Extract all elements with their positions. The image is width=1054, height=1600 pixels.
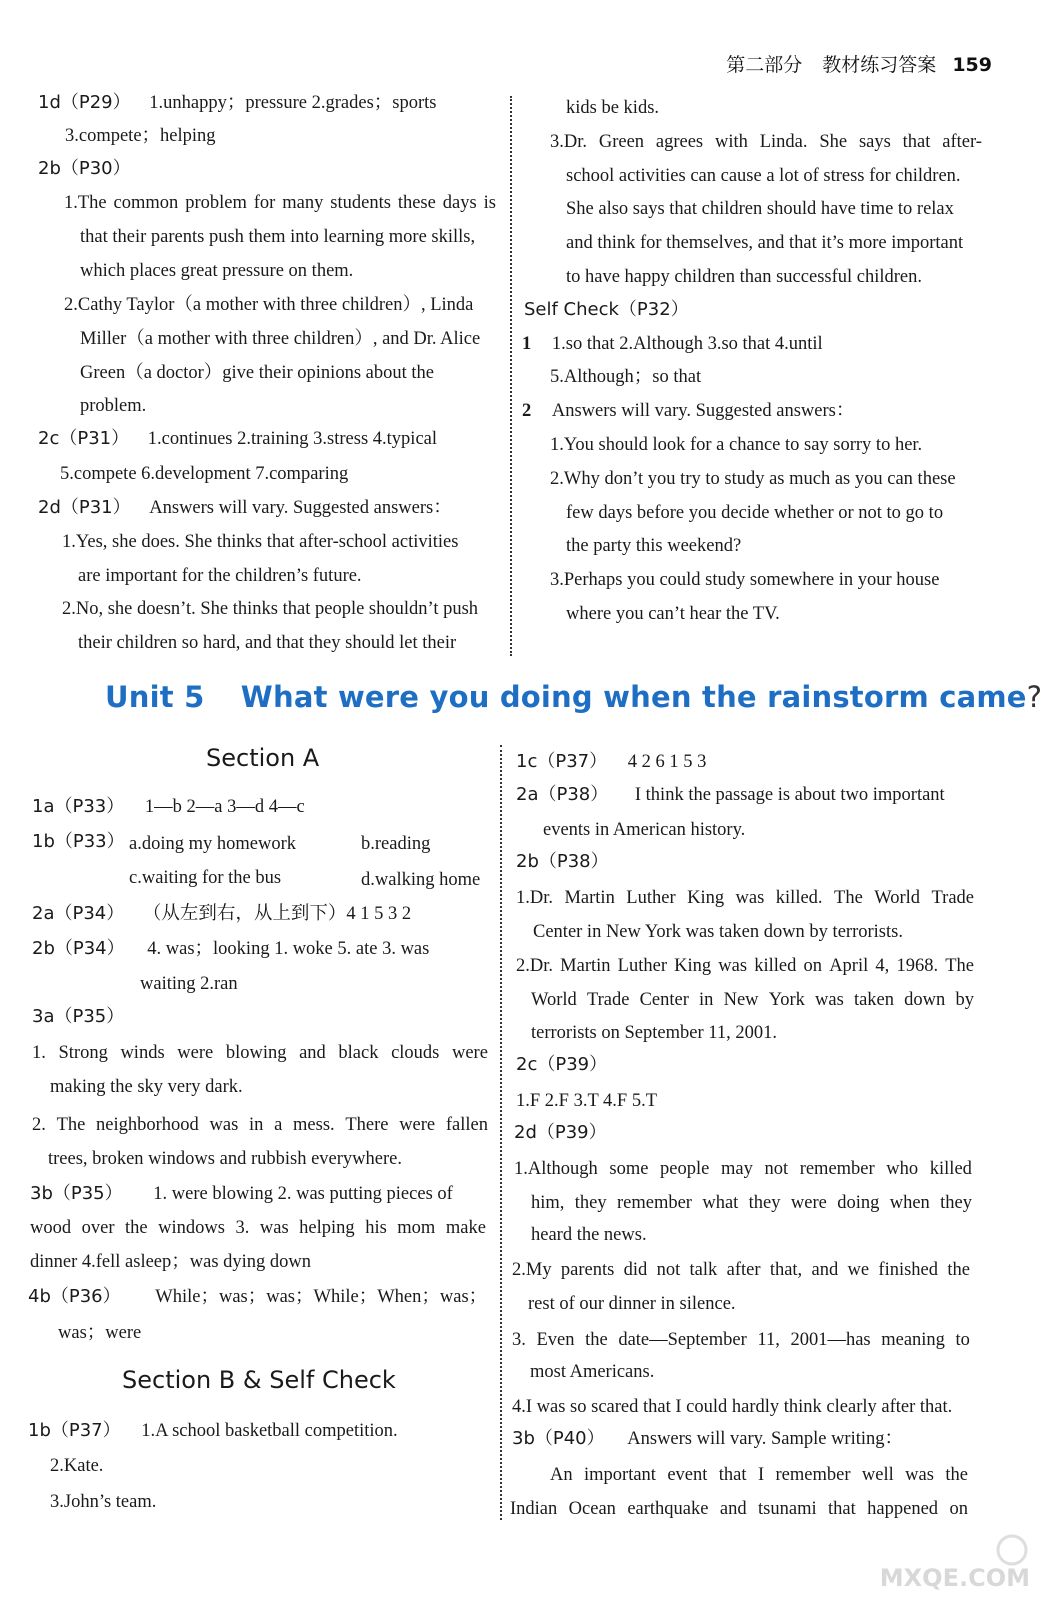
- r-q2d-item3-line1: 3. Even the date—September 11, 2001—has meaning to: [512, 1330, 970, 1350]
- q2b-item1-line2: that their parents push them into learning more skills,: [80, 227, 476, 247]
- sc-q1-row: [522, 331, 823, 357]
- a-q3a-item1-line1: 1. Strong winds were blowing and black clouds were: [32, 1043, 488, 1063]
- header-part: 第二部分: [726, 54, 803, 76]
- r-q3b-label: 3b（P40）: [512, 1428, 605, 1449]
- sc-q2-num: 2: [522, 401, 532, 421]
- r-q2a-label: 2a（P38）: [516, 784, 609, 805]
- sc-q1-cont: 5.Although；so that: [550, 367, 702, 387]
- unit-number: Unit 5: [105, 680, 205, 714]
- unit-heading: What were you doing when the rainstorm came: [240, 680, 1027, 714]
- b-q1b-a3: 3.John’s team.: [50, 1492, 157, 1512]
- r-q2b-item2-line2: World Trade Center in New York was taken down by: [531, 990, 974, 1010]
- a-q2b-label: 2b（P34）: [32, 938, 125, 959]
- q2c-cont: 5.compete 6.development 7.comparing: [60, 464, 349, 484]
- tr-item3-line4: and think for themselves, and that it’s more important: [566, 233, 964, 253]
- r-q2a-line1: I think the passage is about two important: [634, 785, 945, 805]
- sc-q2-item3-line2: where you can’t hear the TV.: [566, 604, 780, 624]
- q2d-row: [38, 495, 452, 521]
- b-q1b-a2: 2.Kate.: [50, 1456, 104, 1476]
- q2b-item2-line2: Miller（a mother with three children）, and Dr. Alice: [80, 329, 481, 349]
- q2d-item1-line1: 1.Yes, she does. She thinks that after-school activities: [62, 532, 459, 552]
- section-b-title: Section B & Self Check: [122, 1366, 396, 1394]
- tr-cont: kids be kids.: [566, 98, 660, 118]
- a-q1b-label: 1b（P33）: [32, 831, 125, 852]
- r-q2d-item1-line3: heard the news.: [531, 1225, 647, 1245]
- a-q1a-label: 1a（P33）: [32, 796, 125, 817]
- a-q2b-row: [32, 936, 429, 962]
- sc-q2-row: [522, 398, 854, 424]
- r-q1c-row: [516, 749, 706, 775]
- r-q2d-item1-line1: 1.Although some people may not remember who killed: [514, 1159, 972, 1179]
- a-q3b-line2: wood over the windows 3. was helping his mom make: [30, 1218, 486, 1238]
- r-q2b-item1-line1: 1.Dr. Martin Luther King was killed. The World Trade: [516, 888, 974, 908]
- r-q1c-answers: 4 2 6 1 5 3: [627, 752, 707, 772]
- unit-question-mark: ?: [1026, 680, 1043, 714]
- q2b-item2-line3: Green（a doctor）give their opinions about the: [80, 363, 434, 383]
- q2c-answers: 1.continues 2.training 3.stress 4.typical: [147, 429, 438, 449]
- r-q2c-label: 2c（P39）: [516, 1054, 608, 1075]
- unit-title: [105, 680, 1042, 714]
- r-q2a-line2: events in American history.: [543, 820, 746, 840]
- a-q2a-row: [32, 901, 411, 927]
- a-q4b-answers: While；was；was；While；When；was；: [155, 1287, 488, 1307]
- sc-q2-item2-line1: 2.Why don’t you try to study as much as you can these: [550, 469, 956, 489]
- r-q2b-label: 2b（P38）: [516, 851, 609, 872]
- r-q2d-item1-line2: him, they remember what they were doing when they: [531, 1193, 972, 1213]
- a-q3a-item1-line2: making the sky very dark.: [50, 1077, 243, 1097]
- sc-q2-item2-line3: the party this weekend?: [566, 536, 742, 556]
- r-q3b-intro: Answers will vary. Sample writing：: [627, 1429, 904, 1449]
- q2b-item1-line3: which places great pressure on them.: [80, 261, 354, 281]
- sc-q2-intro: Answers will vary. Suggested answers：: [551, 401, 855, 421]
- a-q1a-row: [32, 794, 305, 820]
- r-q2b-item2-line3: terrorists on September 11, 2001.: [531, 1023, 777, 1043]
- a-q2b-cont: waiting 2.ran: [140, 974, 238, 994]
- a-q3b-line3: dinner 4.fell asleep；was dying down: [30, 1252, 312, 1272]
- r-q3b-line2: Indian Ocean earthquake and tsunami that happened on: [510, 1499, 968, 1519]
- a-q4b-cont: was；were: [58, 1323, 142, 1343]
- q2b-item2-line4: problem.: [80, 396, 147, 416]
- a-q3a-item2-line2: trees, broken windows and rubbish everywhere.: [48, 1149, 402, 1169]
- sc-q2-item2-line2: few days before you decide whether or not to go to: [566, 503, 944, 523]
- sc-q2-item1: 1.You should look for a chance to say sorry to her.: [550, 435, 923, 455]
- tr-item3-line5: to have happy children than successful children.: [566, 267, 923, 287]
- q2c-row: [38, 426, 437, 452]
- a-q3a-item2-line1: 2. The neighborhood was in a mess. There were fallen: [32, 1115, 488, 1135]
- q1d-cont: 3.compete；helping: [65, 126, 216, 146]
- r-q2a-row: [516, 782, 945, 808]
- a-q2a-answers: （从左到右，从上到下）4 1 5 3 2: [142, 904, 412, 924]
- a-q2b-answers: 4. was；looking 1. woke 5. ate 3. was: [147, 939, 430, 959]
- a-q3a-label: 3a（P35）: [32, 1006, 125, 1027]
- q1d-answers: 1.unhappy；pressure 2.grades；sports: [149, 93, 437, 113]
- a-q4b-row: [28, 1284, 487, 1310]
- r-q2b-item2-line1: 2.Dr. Martin Luther King was killed on April 4, 1968. The: [516, 956, 974, 976]
- tr-item3-line2: school activities can cause a lot of stress for children.: [566, 166, 961, 186]
- page-header: [726, 50, 992, 77]
- header-book: 教材练习答案: [822, 54, 937, 76]
- watermark-logo: [834, 1532, 1034, 1592]
- a-q1b-b: b.reading: [361, 834, 431, 854]
- q2c-label: 2c（P31）: [38, 428, 130, 449]
- q2b-item2-line1: 2.Cathy Taylor（a mother with three children）, Linda: [64, 295, 474, 315]
- self-check-title: Self Check（P32）: [524, 299, 689, 320]
- r-q2d-item3-line2: most Americans.: [530, 1362, 655, 1382]
- a-q1b-c: c.waiting for the bus: [129, 868, 282, 888]
- a-q1b-d: d.walking home: [361, 870, 481, 890]
- q2d-label: 2d（P31）: [38, 497, 131, 518]
- b-q1b-row: [28, 1418, 398, 1444]
- q2d-intro: Answers will vary. Suggested answers：: [149, 498, 452, 518]
- q2b-item1-line1: 1.The common problem for many students these days is: [64, 193, 496, 213]
- q1d-row: [38, 90, 436, 116]
- watermark: [834, 1532, 1034, 1592]
- page-number: 159: [952, 54, 992, 76]
- r-q2d-item2-line1: 2.My parents did not talk after that, and we finished the: [512, 1260, 970, 1280]
- r-q2b-item1-line2: Center in New York was taken down by terrorists.: [533, 922, 903, 942]
- a-q2a-label: 2a（P34）: [32, 903, 125, 924]
- tr-item3-line3: She also says that children should have time to relax: [566, 199, 954, 219]
- bottom-column-divider: [500, 745, 502, 1520]
- r-q2c-answers: 1.F 2.F 3.T 4.F 5.T: [516, 1091, 658, 1111]
- r-q2d-item4: 4.I was so scared that I could hardly think clearly after that.: [512, 1397, 953, 1417]
- r-q3b-row: [512, 1426, 903, 1452]
- a-q1b-a: a.doing my homework: [129, 834, 296, 854]
- r-q3b-line1: An important event that I remember well was the: [550, 1465, 968, 1485]
- q1d-label: 1d（P29）: [38, 92, 131, 113]
- svg-text:MXQE.COM: MXQE.COM: [879, 1564, 1030, 1592]
- r-q2d-item2-line2: rest of our dinner in silence.: [528, 1294, 736, 1314]
- tr-item3-line1: 3.Dr. Green agrees with Linda. She says that after-: [550, 132, 982, 152]
- sc-q1-answers: 1.so that 2.Although 3.so that 4.until: [551, 334, 823, 354]
- q2b-label: 2b（P30）: [38, 158, 131, 179]
- q2d-item2-line1: 2.No, she doesn’t. She thinks that people shouldn’t push: [62, 599, 479, 619]
- b-q1b-label: 1b（P37）: [28, 1420, 121, 1441]
- b-q1b-a1: 1.A school basketball competition.: [141, 1421, 398, 1441]
- a-q3b-row: [30, 1181, 453, 1207]
- sc-q1-num: 1: [522, 334, 532, 354]
- section-a-title: Section A: [206, 744, 320, 772]
- top-column-divider: [510, 96, 512, 656]
- a-q3b-line1: 1. were blowing 2. was putting pieces of: [153, 1184, 453, 1204]
- r-q2d-label: 2d（P39）: [514, 1122, 607, 1143]
- sc-q2-item3-line1: 3.Perhaps you could study somewhere in your house: [550, 570, 940, 590]
- q2d-item1-line2: are important for the children’s future.: [78, 566, 362, 586]
- a-q1a-answers: 1—b 2—a 3—d 4—c: [144, 797, 305, 817]
- a-q4b-label: 4b（P36）: [28, 1286, 121, 1307]
- q2d-item2-line2: their children so hard, and that they should let their: [78, 633, 457, 653]
- r-q1c-label: 1c（P37）: [516, 751, 608, 772]
- a-q3b-label: 3b（P35）: [30, 1183, 123, 1204]
